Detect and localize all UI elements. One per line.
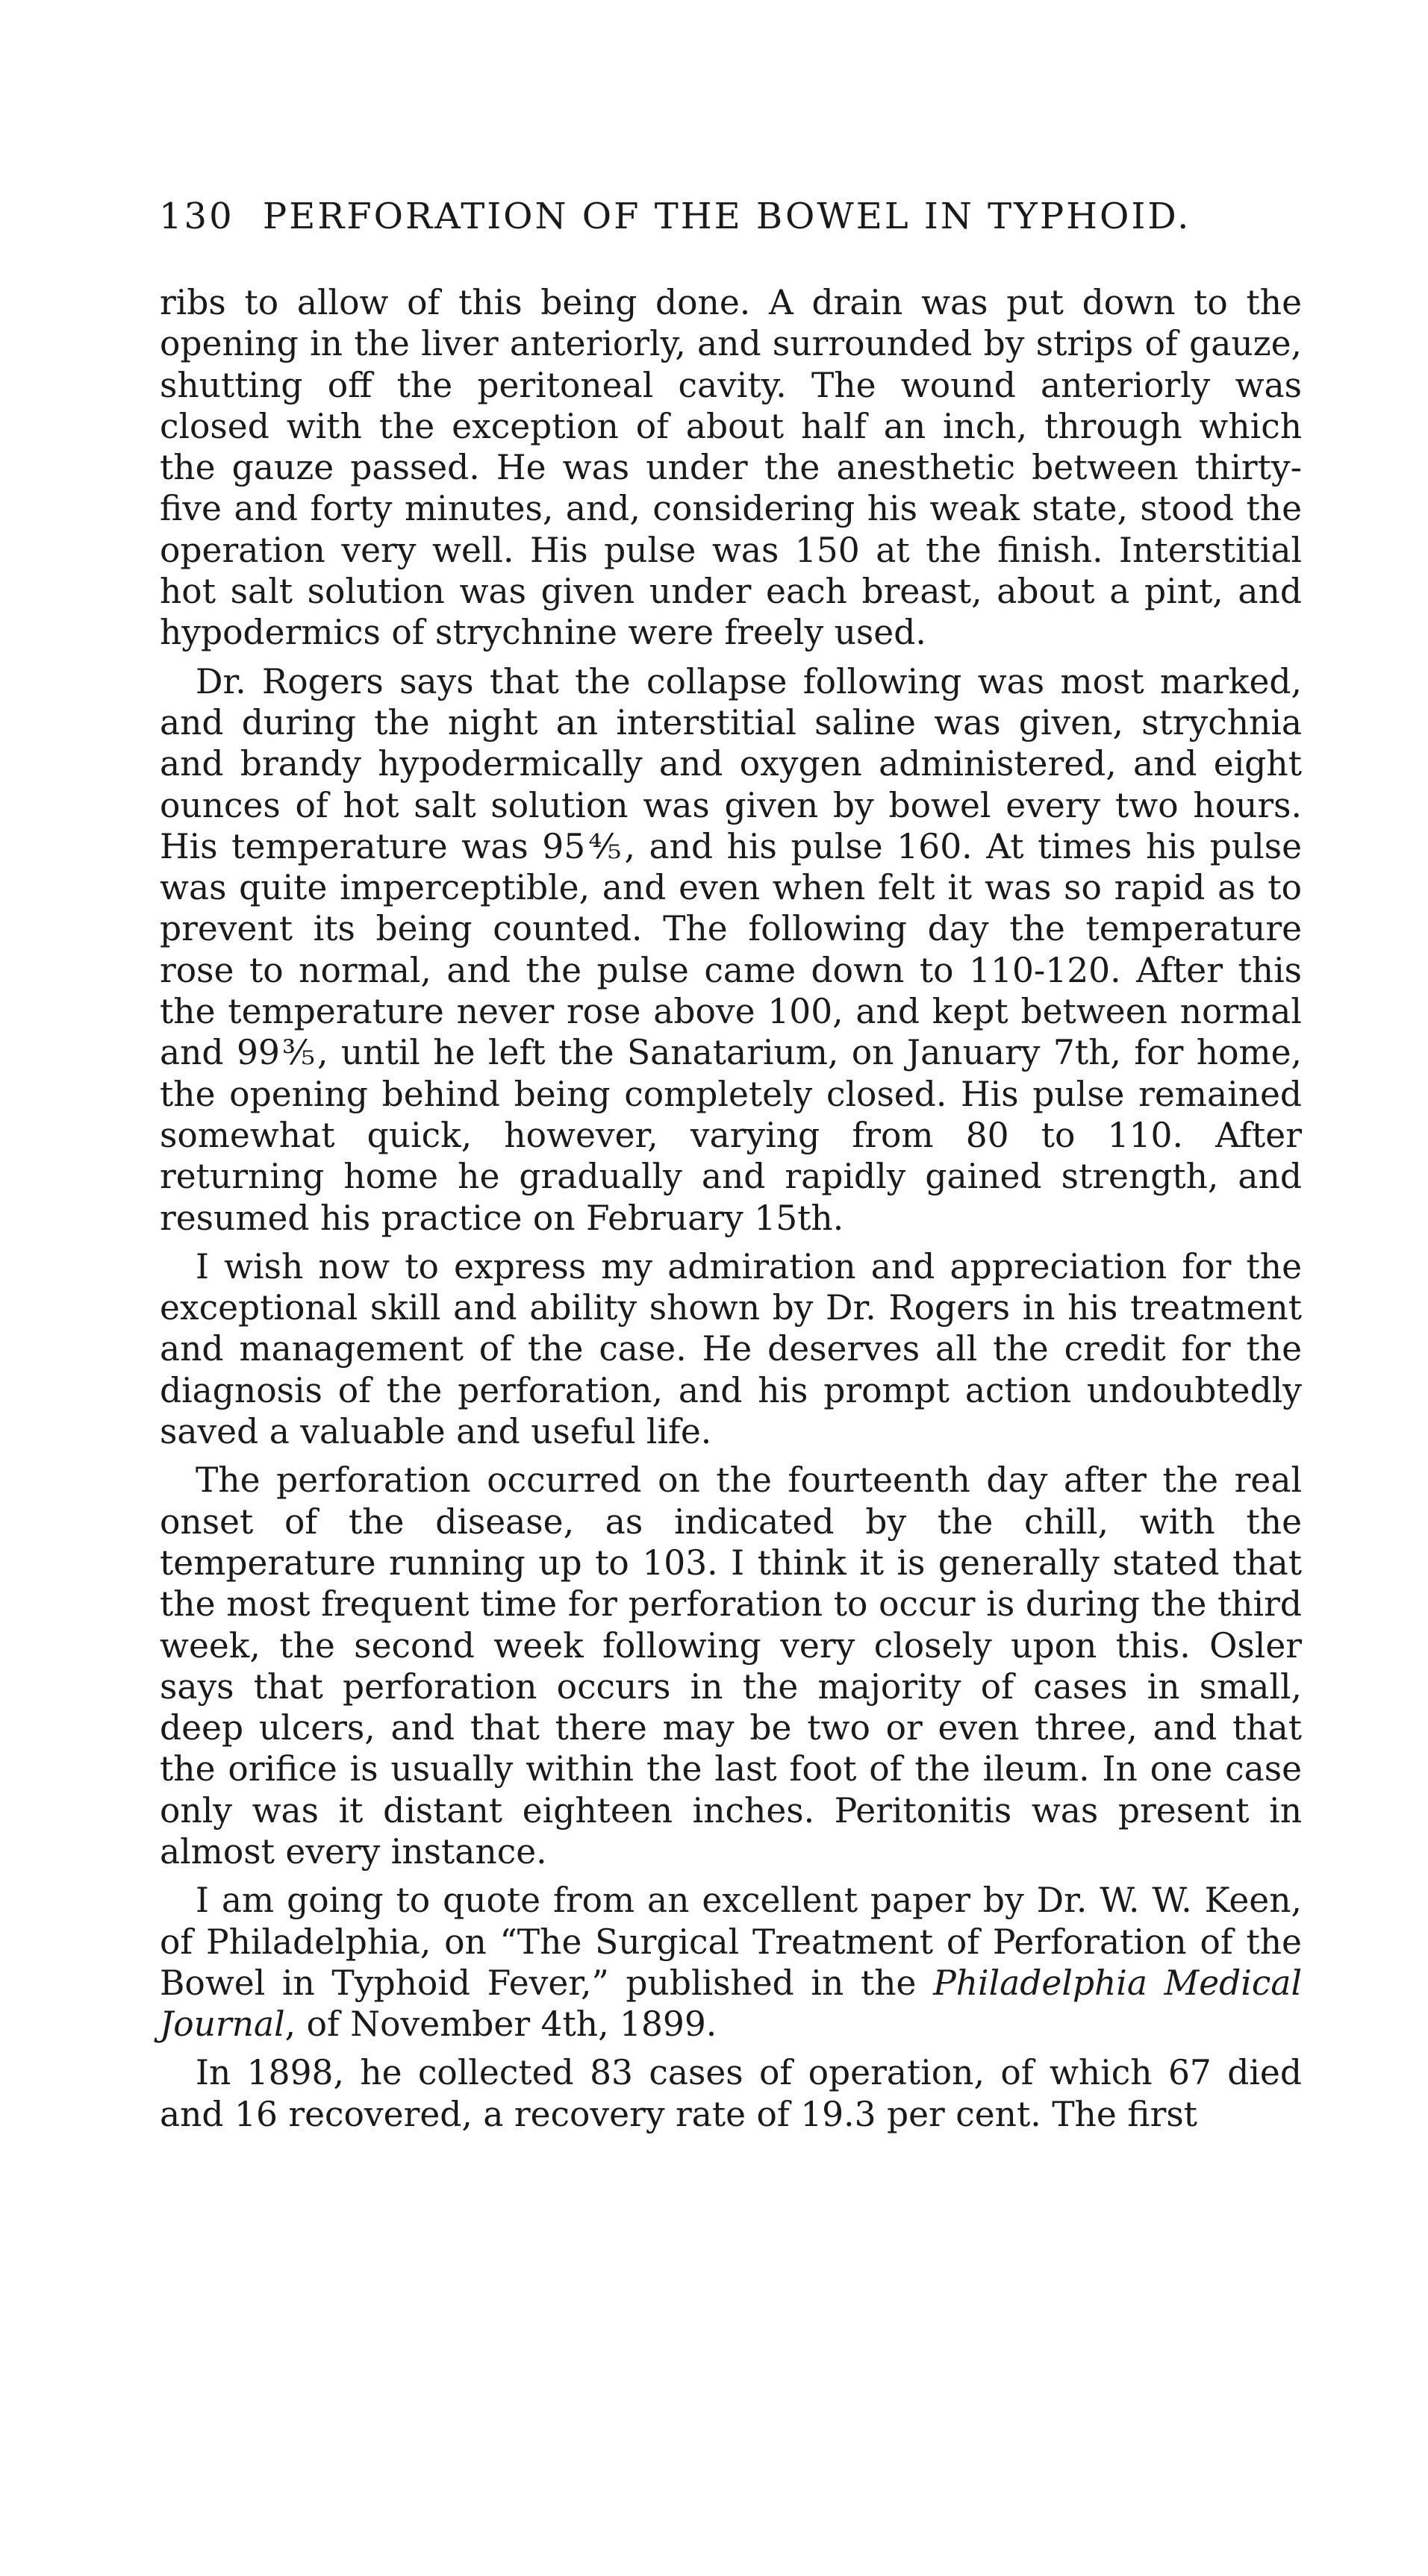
paragraph-4: The perforation occurred on the fourteenth day after the real onset of the disease, as indicated by the chill, with the temperature running up to 103. I think it is generally stated that the most frequent time for perforation to occur is during the third week, the second week following very closely upon this. Osler says that perforation occurs in the majority of cases in small, deep ulcers, and that there may be two or even three, and that the orifice is usually within the last foot of the ileum. In one case only was it distant eighteen inches. Peritonitis was present in almost every instance. <box>160 1460 1302 1872</box>
paragraph-1: ribs to allow of this being done. A drain was put down to the opening in the liver anteriorly, and surrounded by strips of gauze, shutting off the peritoneal cavity. The wound anteriorly was closed with the exception of about half an inch, through which the gauze passed. He was under the anesthetic between thirty-five and forty minutes, and, considering his weak state, stood the operation very well. His pulse was 150 at the finish. Interstitial hot salt solution was given under each breast, about a pint, and hypodermics of strychnine were freely used. <box>160 283 1302 653</box>
running-header <box>159 196 1301 237</box>
body-text <box>160 282 1302 2135</box>
running-title: PERFORATION OF THE BOWEL IN TYPHOID. <box>262 196 1191 237</box>
paragraph-5-text-before: I am going to quote from an excellent paper by Dr. W. W. Keen, of Philadelphia, on “The Surgical Treatment of Perforation of the Bowel in Typhoid Fever,” published in the <box>160 1881 1302 2003</box>
journal-title: Philadelphia Medical Journal <box>160 1963 1302 2045</box>
paragraph-5-text-after: , of November 4th, 1899. <box>284 2004 717 2045</box>
paragraph-6: In 1898, he collected 83 cases of operation, of which 67 died and 16 recovered, a recovery rate of 19.3 per cent. The first <box>160 2053 1302 2134</box>
paragraph-5 <box>160 1880 1302 2045</box>
page-number: 130 <box>159 196 234 237</box>
paragraph-3: I wish now to express my admiration and appreciation for the exceptional skill and ability shown by Dr. Rogers in his treatment and management of the case. He deserves all the credit for the diagnosis of the perforation, and his prompt action undoubtedly saved a valuable and useful life. <box>160 1246 1302 1452</box>
paragraph-2: Dr. Rogers says that the collapse following was most marked, and during the night an interstitial saline was given, strychnia and brandy hypodermically and oxygen administered, and eight ounces of hot salt solution was given by bowel every two hours. His temperature was 95⅘, and his pulse 160. At times his pulse was quite imperceptible, and even when felt it was so rapid as to prevent its being counted. The following day the temperature rose to normal, and the pulse came down to 110-120. After this the temperature never rose above 100, and kept between normal and 99⅗, until he left the Sanatarium, on January 7th, for home, the opening behind being completely closed. His pulse remained somewhat quick, however, varying from 80 to 110. After returning home he gradually and rapidly gained strength, and resumed his practice on February 15th. <box>160 661 1302 1238</box>
